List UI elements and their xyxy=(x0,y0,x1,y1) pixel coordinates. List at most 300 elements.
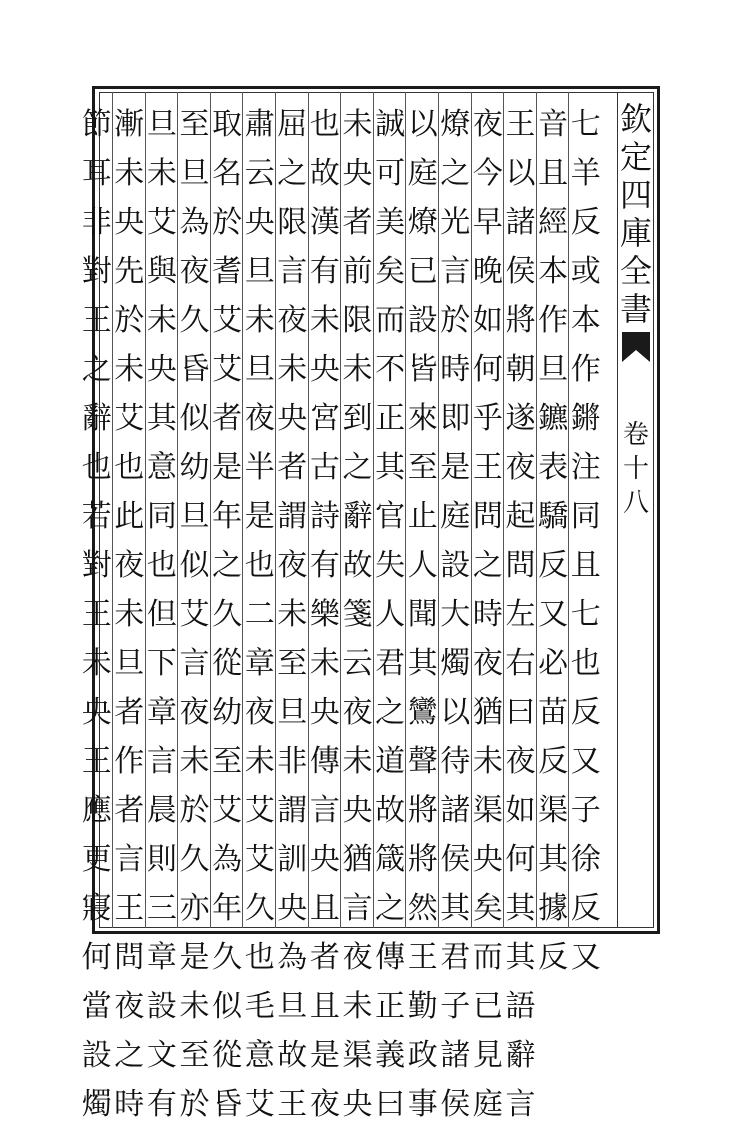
text-char: 七 xyxy=(570,107,601,142)
text-char: 設 xyxy=(440,548,471,583)
text-char: 夜 xyxy=(114,989,145,1024)
text-char: 毛 xyxy=(244,989,275,1024)
text-char: 音 xyxy=(538,107,569,142)
text-char: 對 xyxy=(81,254,112,289)
text-char: 庭 xyxy=(407,156,438,191)
text-char: 問 xyxy=(472,499,503,534)
text-char: 晨 xyxy=(146,793,177,828)
text-char: 早 xyxy=(472,205,503,240)
text-char: 其 xyxy=(440,891,471,926)
text-char: 為 xyxy=(212,842,243,877)
text-char: 庭 xyxy=(472,1087,503,1122)
text-char: 注 xyxy=(570,450,601,485)
text-char: 而 xyxy=(472,940,503,975)
text-char: 故 xyxy=(277,1038,308,1073)
text-char: 當 xyxy=(81,989,112,1024)
text-char: 對 xyxy=(81,548,112,583)
text-char: 年 xyxy=(212,891,243,926)
text-column xyxy=(276,100,309,1129)
text-char: 本 xyxy=(570,303,601,338)
text-char: 已 xyxy=(472,989,503,1024)
text-char: 人 xyxy=(375,597,406,632)
text-char: 聲 xyxy=(407,744,438,779)
text-column xyxy=(569,100,602,982)
text-char: 箴 xyxy=(375,842,406,877)
text-char: 於 xyxy=(440,303,471,338)
text-char: 宮 xyxy=(309,401,340,436)
text-char: 艾 xyxy=(212,303,243,338)
text-char: 且 xyxy=(538,156,569,191)
text-char: 從 xyxy=(212,1038,243,1073)
text-char: 未 xyxy=(244,303,275,338)
text-char: 半 xyxy=(244,450,275,485)
text-char: 之 xyxy=(375,891,406,926)
text-char: 勤 xyxy=(407,989,438,1024)
text-char: 燎 xyxy=(440,107,471,142)
text-char: 箋 xyxy=(342,597,373,632)
text-char: 問 xyxy=(505,548,536,583)
text-char: 此 xyxy=(114,499,145,534)
text-char: 夜 xyxy=(342,940,373,975)
text-char: 或 xyxy=(570,254,601,289)
text-char: 云 xyxy=(244,156,275,191)
text-char: 三 xyxy=(146,891,177,926)
text-char: 漸 xyxy=(114,107,145,142)
text-char: 昏 xyxy=(212,1087,243,1122)
text-char: 似 xyxy=(179,401,210,436)
text-char: 夜 xyxy=(244,401,275,436)
text-char: 肅 xyxy=(244,107,275,142)
text-char: 以 xyxy=(407,107,438,142)
text-char: 見 xyxy=(472,1038,503,1073)
text-char: 央 xyxy=(309,352,340,387)
text-char: 反 xyxy=(538,548,569,583)
text-char: 夜 xyxy=(309,1087,340,1122)
text-char: 云 xyxy=(342,646,373,681)
text-char: 以 xyxy=(440,695,471,730)
text-column xyxy=(439,100,472,1129)
text-char: 央 xyxy=(114,205,145,240)
text-char: 猶 xyxy=(472,695,503,730)
text-char: 央 xyxy=(244,205,275,240)
text-char: 昏 xyxy=(179,352,210,387)
text-char: 鑣 xyxy=(538,401,569,436)
text-char: 侯 xyxy=(440,1087,471,1122)
text-char: 必 xyxy=(538,646,569,681)
text-char: 夜 xyxy=(505,744,536,779)
text-char: 是 xyxy=(212,450,243,485)
text-char: 故 xyxy=(342,548,373,583)
text-char: 幼 xyxy=(212,695,243,730)
text-char: 右 xyxy=(505,646,536,681)
text-char: 央 xyxy=(277,891,308,926)
text-char: 君 xyxy=(440,940,471,975)
text-char: 之 xyxy=(114,1038,145,1073)
text-char: 前 xyxy=(342,254,373,289)
text-char: 則 xyxy=(146,842,177,877)
text-char: 於 xyxy=(179,793,210,828)
text-char: 夜 xyxy=(114,548,145,583)
text-char: 未 xyxy=(277,597,308,632)
text-char: 而 xyxy=(375,303,406,338)
text-char: 耳 xyxy=(81,156,112,191)
text-char: 意 xyxy=(244,1038,275,1073)
title-char: 書 xyxy=(619,290,652,328)
text-char: 未 xyxy=(342,989,373,1024)
text-char: 侯 xyxy=(440,842,471,877)
volume-char: 卷 xyxy=(622,420,649,450)
text-column xyxy=(472,100,505,1129)
volume-char: 十 xyxy=(622,454,649,484)
text-char: 諸 xyxy=(440,793,471,828)
text-column xyxy=(243,100,276,1129)
text-char: 反 xyxy=(570,695,601,730)
text-char: 庭 xyxy=(440,499,471,534)
text-char: 燭 xyxy=(81,1087,112,1122)
text-char: 未 xyxy=(114,352,145,387)
text-char: 渠 xyxy=(538,793,569,828)
text-char: 反 xyxy=(538,940,569,975)
text-char: 詩 xyxy=(309,499,340,534)
text-column xyxy=(146,100,179,1129)
text-char: 表 xyxy=(538,450,569,485)
text-char: 義 xyxy=(375,1038,406,1073)
text-char: 王 xyxy=(81,597,112,632)
text-char: 於 xyxy=(114,303,145,338)
text-char: 官 xyxy=(375,499,406,534)
text-char: 王 xyxy=(114,891,145,926)
text-char: 將 xyxy=(505,303,536,338)
text-column xyxy=(178,100,211,1129)
text-char: 據 xyxy=(538,891,569,926)
text-char: 有 xyxy=(309,548,340,583)
text-char: 時 xyxy=(114,1087,145,1122)
text-char: 作 xyxy=(538,303,569,338)
text-char: 之 xyxy=(375,695,406,730)
text-column xyxy=(211,100,244,1129)
text-char: 經 xyxy=(538,205,569,240)
text-char: 子 xyxy=(570,793,601,828)
text-char: 何 xyxy=(472,352,503,387)
text-char: 如 xyxy=(472,303,503,338)
text-char: 其 xyxy=(146,401,177,436)
text-char: 未 xyxy=(342,744,373,779)
text-char: 謂 xyxy=(277,793,308,828)
text-char: 久 xyxy=(179,303,210,338)
text-char: 王 xyxy=(472,450,503,485)
text-char: 言 xyxy=(146,744,177,779)
title-char: 定 xyxy=(619,138,652,176)
text-char: 人 xyxy=(407,548,438,583)
text-char: 言 xyxy=(277,254,308,289)
text-char: 艾 xyxy=(212,352,243,387)
text-char: 久 xyxy=(212,597,243,632)
text-char: 鸞 xyxy=(407,695,438,730)
text-char: 未 xyxy=(179,744,210,779)
text-char: 朝 xyxy=(505,352,536,387)
text-column xyxy=(504,100,537,1129)
text-char: 失 xyxy=(375,548,406,583)
text-char: 言 xyxy=(505,1087,536,1122)
text-char: 燎 xyxy=(407,205,438,240)
text-char: 未 xyxy=(179,989,210,1024)
text-char: 夜 xyxy=(342,695,373,730)
text-char: 謂 xyxy=(277,499,308,534)
text-char: 久 xyxy=(244,891,275,926)
text-char: 反 xyxy=(570,205,601,240)
title-char: 欽 xyxy=(619,100,652,138)
text-char: 為 xyxy=(179,205,210,240)
text-char: 作 xyxy=(114,744,145,779)
text-char: 限 xyxy=(277,205,308,240)
text-char: 旦 xyxy=(146,107,177,142)
text-char: 至 xyxy=(179,107,210,142)
text-char: 未 xyxy=(81,646,112,681)
text-char: 似 xyxy=(179,548,210,583)
text-char: 且 xyxy=(309,891,340,926)
running-title xyxy=(619,100,653,328)
text-char: 未 xyxy=(277,352,308,387)
text-char: 夜 xyxy=(505,450,536,485)
title-char: 四 xyxy=(619,176,652,214)
text-char: 不 xyxy=(375,352,406,387)
text-char: 且 xyxy=(570,548,601,583)
text-char: 之 xyxy=(81,352,112,387)
text-char: 曰 xyxy=(375,1087,406,1122)
text-char: 久 xyxy=(212,940,243,975)
text-char: 央 xyxy=(342,793,373,828)
text-char: 以 xyxy=(505,156,536,191)
text-char: 正 xyxy=(375,401,406,436)
text-char: 至 xyxy=(212,744,243,779)
text-char: 問 xyxy=(114,940,145,975)
text-char: 有 xyxy=(309,254,340,289)
text-char: 年 xyxy=(212,499,243,534)
text-char: 旦 xyxy=(538,352,569,387)
text-char: 君 xyxy=(375,646,406,681)
text-char: 旦 xyxy=(179,156,210,191)
text-char: 央 xyxy=(277,401,308,436)
text-char: 設 xyxy=(81,1038,112,1073)
text-char: 又 xyxy=(538,597,569,632)
text-char: 故 xyxy=(375,793,406,828)
text-char: 節 xyxy=(81,107,112,142)
text-char: 大 xyxy=(440,597,471,632)
text-char: 樂 xyxy=(309,597,340,632)
text-char: 七 xyxy=(570,597,601,632)
text-char: 之 xyxy=(277,156,308,191)
text-char: 辭 xyxy=(342,499,373,534)
text-char: 之 xyxy=(342,450,373,485)
text-char: 其 xyxy=(407,646,438,681)
text-char: 艾 xyxy=(212,793,243,828)
text-char: 夜 xyxy=(472,646,503,681)
text-char: 章 xyxy=(146,940,177,975)
text-char: 渠 xyxy=(342,1038,373,1073)
text-char: 似 xyxy=(212,989,243,1024)
text-char: 言 xyxy=(114,842,145,877)
text-char: 王 xyxy=(81,744,112,779)
text-char: 鏘 xyxy=(570,401,601,436)
text-char: 猶 xyxy=(342,842,373,877)
text-char: 渠 xyxy=(472,793,503,828)
text-char: 名 xyxy=(212,156,243,191)
text-char: 光 xyxy=(440,205,471,240)
text-char: 苗 xyxy=(538,695,569,730)
text-char: 央 xyxy=(146,352,177,387)
text-char: 今 xyxy=(472,156,503,191)
text-char: 是 xyxy=(440,450,471,485)
text-char: 正 xyxy=(375,989,406,1024)
text-char: 者 xyxy=(277,450,308,485)
text-char: 辭 xyxy=(81,401,112,436)
text-char: 旦 xyxy=(244,254,275,289)
text-char: 央 xyxy=(309,695,340,730)
text-char: 驕 xyxy=(538,499,569,534)
text-char: 旦 xyxy=(277,695,308,730)
text-char: 若 xyxy=(81,499,112,534)
text-char: 艾 xyxy=(179,597,210,632)
text-char: 傳 xyxy=(375,940,406,975)
text-char: 夜 xyxy=(244,695,275,730)
text-char: 然 xyxy=(407,891,438,926)
text-char: 時 xyxy=(440,352,471,387)
text-char: 諸 xyxy=(505,205,536,240)
text-char: 未 xyxy=(472,744,503,779)
text-char: 同 xyxy=(570,499,601,534)
text-char: 央 xyxy=(342,156,373,191)
text-char: 即 xyxy=(440,401,471,436)
text-char: 遂 xyxy=(505,401,536,436)
text-char: 夜 xyxy=(277,548,308,583)
text-column xyxy=(341,100,374,1129)
text-char: 艾 xyxy=(244,793,275,828)
text-char: 訓 xyxy=(277,842,308,877)
text-char: 下 xyxy=(146,646,177,681)
text-char: 是 xyxy=(244,499,275,534)
text-char: 未 xyxy=(114,597,145,632)
text-char: 未 xyxy=(342,107,373,142)
text-char: 反 xyxy=(570,891,601,926)
text-char: 諸 xyxy=(440,1038,471,1073)
text-char: 也 xyxy=(570,646,601,681)
text-char: 古 xyxy=(309,450,340,485)
text-char: 王 xyxy=(277,1087,308,1122)
text-char: 者 xyxy=(212,401,243,436)
text-char: 旦 xyxy=(277,989,308,1024)
text-char: 夜 xyxy=(179,254,210,289)
text-char: 時 xyxy=(472,597,503,632)
text-char: 央 xyxy=(81,695,112,730)
text-char: 其 xyxy=(375,450,406,485)
text-char: 屈 xyxy=(277,107,308,142)
text-char: 是 xyxy=(179,940,210,975)
text-char: 道 xyxy=(375,744,406,779)
text-char: 之 xyxy=(440,156,471,191)
text-char: 者 xyxy=(114,695,145,730)
text-char: 左 xyxy=(505,597,536,632)
text-char: 其 xyxy=(505,891,536,926)
text-char: 未 xyxy=(309,303,340,338)
text-char: 燭 xyxy=(440,646,471,681)
text-char: 未 xyxy=(114,156,145,191)
text-char: 矣 xyxy=(375,254,406,289)
text-char: 設 xyxy=(146,989,177,1024)
text-char: 未 xyxy=(244,744,275,779)
text-char: 夜 xyxy=(179,695,210,730)
text-column xyxy=(80,100,113,1129)
text-char: 待 xyxy=(440,744,471,779)
text-char: 將 xyxy=(407,793,438,828)
text-char: 非 xyxy=(81,205,112,240)
text-char: 設 xyxy=(407,303,438,338)
text-char: 亦 xyxy=(179,891,210,926)
text-char: 王 xyxy=(505,107,536,142)
volume-label xyxy=(620,418,652,520)
text-char: 寢 xyxy=(81,891,112,926)
text-char: 又 xyxy=(570,744,601,779)
text-char: 於 xyxy=(179,1087,210,1122)
text-char: 是 xyxy=(309,1038,340,1073)
text-char: 又 xyxy=(570,940,601,975)
text-char: 章 xyxy=(146,695,177,730)
text-char: 乎 xyxy=(472,401,503,436)
text-char: 央 xyxy=(472,842,503,877)
text-char: 作 xyxy=(570,352,601,387)
text-char: 且 xyxy=(309,989,340,1024)
text-char: 為 xyxy=(277,940,308,975)
text-char: 於 xyxy=(212,205,243,240)
text-char: 章 xyxy=(244,646,275,681)
text-column xyxy=(374,100,407,1129)
text-char: 漢 xyxy=(309,205,340,240)
text-char: 也 xyxy=(244,548,275,583)
text-char: 至 xyxy=(179,1038,210,1073)
text-column xyxy=(406,100,439,1129)
title-char: 全 xyxy=(619,252,652,290)
text-char: 王 xyxy=(81,303,112,338)
text-char: 更 xyxy=(81,842,112,877)
text-char: 言 xyxy=(309,793,340,828)
text-char: 故 xyxy=(309,156,340,191)
text-column xyxy=(113,100,146,1129)
text-char: 之 xyxy=(212,548,243,583)
text-char: 子 xyxy=(440,989,471,1024)
text-char: 已 xyxy=(407,254,438,289)
text-char: 央 xyxy=(342,1087,373,1122)
text-char: 幼 xyxy=(179,450,210,485)
text-char: 止 xyxy=(407,499,438,534)
text-char: 聞 xyxy=(407,597,438,632)
text-char: 艾 xyxy=(146,205,177,240)
text-char: 其 xyxy=(505,940,536,975)
text-char: 言 xyxy=(440,254,471,289)
text-char: 也 xyxy=(81,450,112,485)
text-char: 本 xyxy=(538,254,569,289)
text-column xyxy=(309,100,342,1129)
text-char: 非 xyxy=(277,744,308,779)
text-char: 者 xyxy=(342,205,373,240)
text-char: 其 xyxy=(538,842,569,877)
text-char: 未 xyxy=(146,303,177,338)
text-char: 也 xyxy=(309,107,340,142)
text-char: 央 xyxy=(309,842,340,877)
text-char: 反 xyxy=(538,744,569,779)
text-char: 徐 xyxy=(570,842,601,877)
text-char: 文 xyxy=(146,1038,177,1073)
text-char: 可 xyxy=(375,156,406,191)
text-char: 也 xyxy=(146,548,177,583)
